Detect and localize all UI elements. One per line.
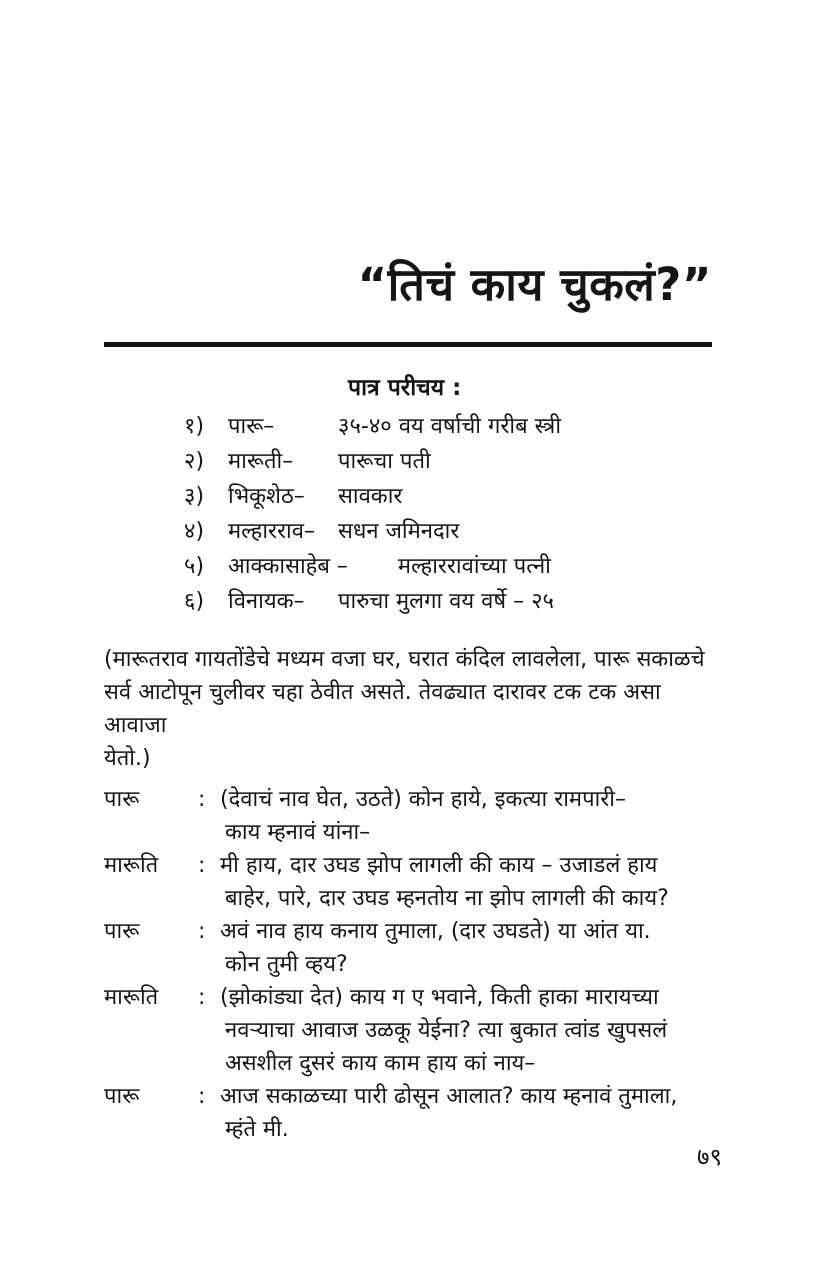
- dialogue-line: कोन तुमी व्हय?: [225, 952, 348, 977]
- dialogue-list: [104, 783, 712, 1146]
- stage-direction: [104, 643, 712, 775]
- cast-number: ३): [184, 484, 205, 509]
- cast-number: ५): [184, 554, 205, 579]
- cast-heading: पात्र परीचय :: [348, 375, 462, 401]
- dialogue-text: [220, 849, 712, 915]
- dialogue-line: मी हाय, दार उघड झोप लागली की काय – उजाडलं हाय: [220, 853, 658, 878]
- dialogue-line: बाहेर, पारे, दार उघड म्हनतोय ना झोप लागली की काय?: [225, 886, 669, 911]
- cast-name: आक्कासाहेब –: [228, 554, 348, 579]
- dialogue-line: (झोकांड्या देत) काय ग ए भवाने, किती हाका मारायच्या: [220, 985, 659, 1010]
- dialogue-row: [104, 783, 712, 849]
- speaker-name: मारूति: [104, 985, 159, 1010]
- dialogue-line: म्हंते मी.: [225, 1117, 289, 1142]
- title-block: [104, 0, 712, 347]
- dialogue-row: [104, 1080, 712, 1146]
- dialogue-text: [220, 1080, 712, 1146]
- cast-number: २): [184, 449, 205, 474]
- cast-number: १): [184, 414, 205, 439]
- cast-name: मल्हारराव–: [228, 519, 315, 544]
- page-title: “तिचं काय चुकलं?”: [357, 258, 712, 311]
- dialogue-colon: :: [198, 985, 206, 1010]
- stage-direction-line: सर्व आटोपून चुलीवर चहा ठेवीत असते. तेवढ्यात दारावर टक टक असा आवाजा: [104, 680, 661, 738]
- cast-name: भिकूशेठ–: [228, 484, 305, 509]
- dialogue-colon: :: [198, 919, 206, 944]
- page-number: ७९: [697, 1143, 722, 1171]
- cast-description: पारुचा मुलगा वय वर्षे – २५: [338, 589, 554, 614]
- speaker-name: मारूति: [104, 853, 159, 878]
- cast-row: [184, 479, 712, 514]
- dialogue-row: [104, 849, 712, 915]
- dialogue-colon: :: [198, 1084, 206, 1109]
- cast-row: [184, 514, 712, 549]
- dialogue-colon: :: [198, 853, 206, 878]
- dialogue-colon: :: [198, 787, 206, 812]
- stage-direction-line: (मारूतराव गायतोंडेचे मध्यम वजा घर, घरात कंदिल लावलेला, पारू सकाळचे: [104, 647, 705, 672]
- dialogue-line: नवऱ्याचा आवाज उळकू येईना? त्या बुकात त्वांड खुपसलं: [225, 1018, 668, 1043]
- dialogue-row: [104, 981, 712, 1080]
- dialogue-line: आज सकाळच्या पारी ढोसून आलात? काय म्हनावं तुमाला,: [220, 1084, 678, 1109]
- cast-description: ३५-४० वय वर्षाची गरीब स्त्री: [338, 414, 562, 439]
- cast-description: सधन जमिनदार: [338, 519, 460, 544]
- cast-name: विनायक–: [228, 589, 305, 614]
- cast-row: [184, 549, 712, 584]
- cast-row: [184, 584, 712, 619]
- dialogue-text: [220, 915, 712, 981]
- cast-description: मल्हाररावांच्या पत्नी: [397, 554, 551, 579]
- title-rule: [104, 342, 712, 347]
- dialogue-row: [104, 915, 712, 981]
- dialogue-line: (देवाचं नाव घेत, उठते) कोन हाये, इकत्या रामपारी–: [220, 787, 626, 812]
- speaker-name: पारू: [104, 1084, 140, 1109]
- dialogue-text: [220, 783, 712, 849]
- cast-name: मारूती–: [228, 449, 294, 474]
- cast-name: पारू–: [228, 414, 275, 439]
- dialogue-line: काय म्हनावं यांना–: [225, 820, 371, 845]
- cast-description: पारूचा पती: [338, 449, 431, 474]
- stage-direction-line: येतो.): [104, 746, 151, 771]
- cast-list: [184, 409, 712, 619]
- dialogue-line: असशील दुसरं काय काम हाय कां नाय–: [225, 1051, 536, 1076]
- cast-row: [184, 444, 712, 479]
- cast-number: ४): [184, 519, 205, 544]
- cast-description: सावकार: [338, 484, 403, 509]
- cast-row: [184, 409, 712, 444]
- speaker-name: पारू: [104, 787, 140, 812]
- dialogue-text: [220, 981, 712, 1080]
- dialogue-line: अवं नाव हाय कनाय तुमाला, (दार उघडते) या आंत या.: [220, 919, 651, 944]
- cast-number: ६): [184, 589, 205, 614]
- speaker-name: पारू: [104, 919, 140, 944]
